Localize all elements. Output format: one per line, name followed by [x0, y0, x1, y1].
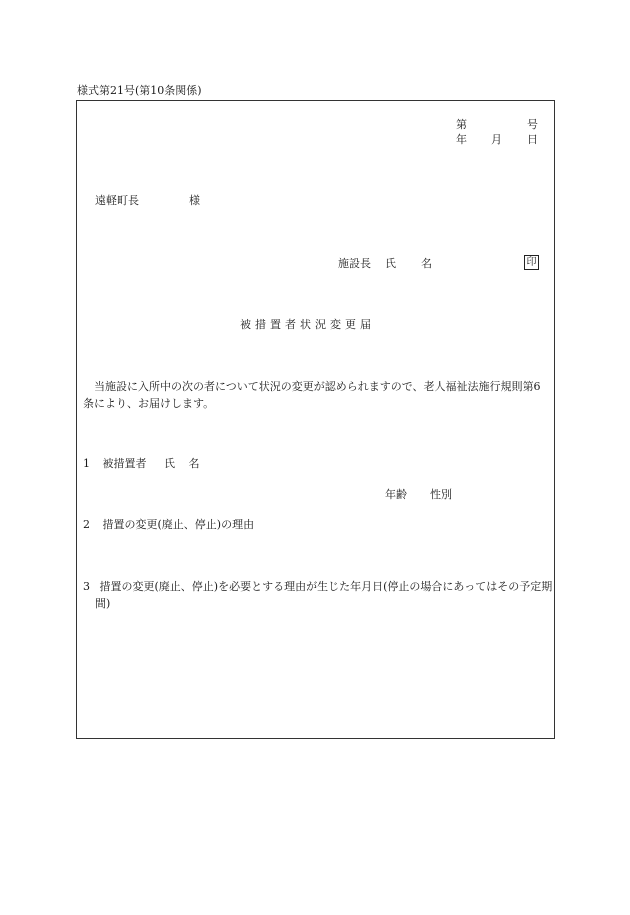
age-label: 年齢: [385, 488, 407, 501]
form-number-label: 様式第21号(第10条関係): [77, 84, 202, 97]
item-1-row: [83, 457, 200, 471]
item-3-paragraph: [83, 578, 563, 612]
item-3-line-1: 措置の変更(廃止、停止)を必要とする理由が生じた年月日(停止の場合にあってはその: [99, 580, 520, 593]
date-month: 月: [491, 133, 502, 146]
sender-name-label-2: 名: [421, 257, 432, 270]
sender-title: 施設長: [338, 257, 371, 270]
number-suffix: 号: [527, 118, 538, 131]
seal-stamp: 印: [524, 255, 539, 270]
gender-label: 性別: [430, 488, 452, 501]
date-day: 日: [527, 133, 538, 146]
item-1-number: 1: [83, 457, 90, 470]
sender-name-label-1: 氏: [385, 257, 396, 270]
item-3-line-2: 予定期間): [95, 580, 553, 610]
item-1-label: 被措置者: [102, 457, 147, 470]
intro-line-1: 当施設に入所中の次の者について状況の変更が認められますので、老人福祉法施行規則: [94, 380, 523, 393]
item-1-name-label-2: 名: [188, 457, 200, 470]
intro-line-2: 第6条により、お届けします。: [83, 380, 541, 410]
intro-paragraph: [83, 378, 551, 412]
item-2-number: 2: [83, 518, 90, 531]
seal-mark: [524, 255, 539, 270]
item-1-name-label-1: 氏: [164, 457, 175, 470]
form-frame: [76, 100, 555, 739]
addressee-honorific: 様: [189, 194, 200, 207]
item-2-row: [83, 518, 254, 532]
item-3-number: 3: [83, 580, 90, 593]
date-year: 年: [456, 133, 467, 146]
number-prefix: 第: [456, 118, 467, 131]
addressee-name: 遠軽町長: [95, 194, 139, 207]
document-title: 被措置者状況変更届: [240, 318, 375, 331]
item-2-label: 措置の変更(廃止、停止)の理由: [102, 518, 255, 531]
